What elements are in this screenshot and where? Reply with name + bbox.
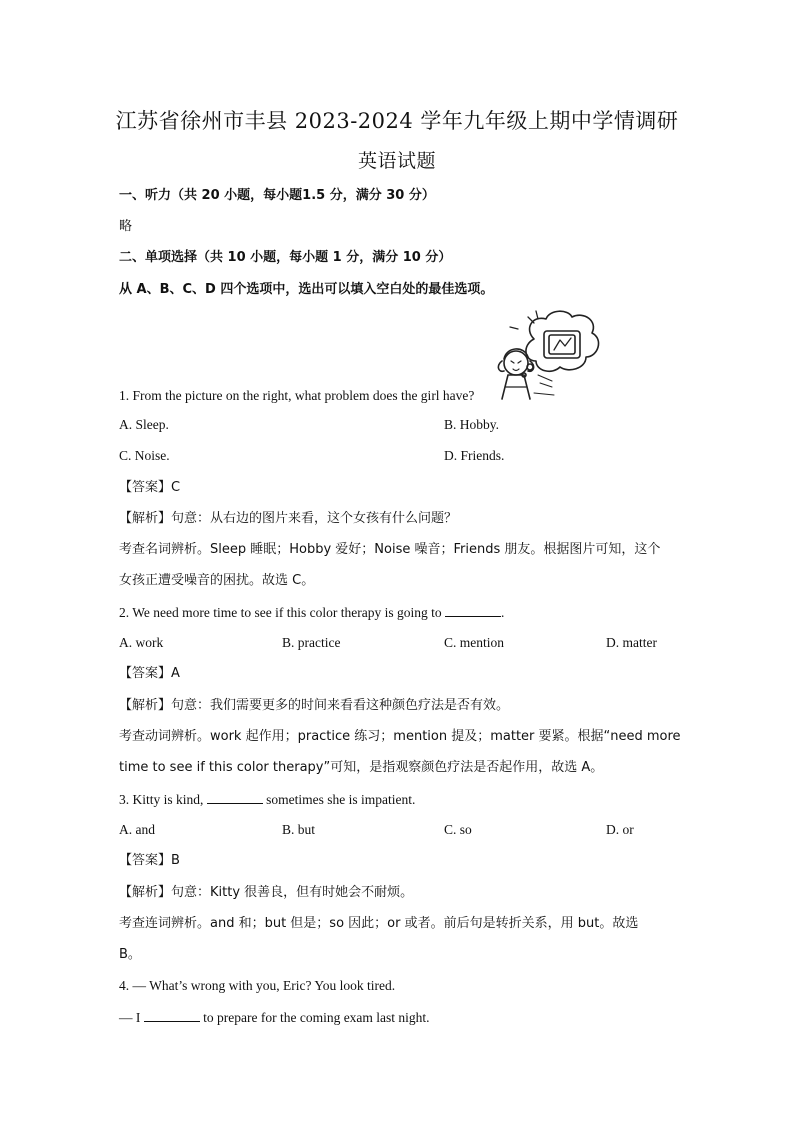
section2-heading: 二、单项选择（共 10 小题，每小题 1 分，满分 10 分）: [119, 250, 452, 265]
question-1-option-a: A. Sleep.: [119, 417, 169, 432]
document-subtitle: 英语试题: [357, 150, 436, 172]
question-4-response-end: to prepare for the coming exam last night.: [203, 1010, 430, 1025]
question-2-answer: 【答案】A: [119, 666, 180, 681]
question-4-stem: 4. — What’s wrong with you, Eric? You look tired.: [119, 978, 396, 993]
question-2-option-d: D. matter: [606, 635, 657, 650]
section1-heading: 一、听力（共 20 小题，每小题1.5 分，满分 30 分）: [119, 188, 435, 203]
question-4-response-start: — I: [119, 1010, 141, 1025]
question-2-analysis-line-3: time to see if this color therapy”可知，是指观察颜色疗法是否起作用，故选 A。: [119, 760, 604, 775]
question-1-option-d: D. Friends.: [444, 448, 505, 463]
question-3-analysis-line-2: 考查连词辨析。and 和；but 但是；so 因此；or 或者。前后句是转折关系，用 but。故选: [119, 916, 639, 931]
question-1-stem: 1. From the picture on the right, what problem does the girl have?: [119, 388, 475, 403]
question-1-analysis-line-2: 考查名词辨析。Sleep 睡眠；Hobby 爱好；Noise 噪音；Friends 朋友。根据图片可知，这个: [119, 542, 661, 557]
question-3-option-d: D. or: [606, 822, 634, 837]
question-2-analysis-line-1: 【解析】句意：我们需要更多的时间来看看这种颜色疗法是否有效。: [119, 698, 510, 713]
question-2-option-a: A. work: [119, 635, 164, 650]
document-title: 江苏省徐州市丰县 2023-2024 学年九年级上期中学情调研: [115, 109, 679, 133]
question-3-stem-text: 3. Kitty is kind,: [119, 792, 204, 807]
girl-noise-illustration: [494, 309, 606, 403]
question-3-blank: [207, 791, 263, 804]
section2-instruction: 从 A、B、C、D 四个选项中，选出可以填入空白处的最佳选项。: [119, 282, 494, 297]
question-1-analysis-line-1: 【解析】句意：从右边的图片来看，这个女孩有什么问题？: [119, 511, 458, 526]
question-3-stem: [119, 791, 415, 808]
question-2-stem-end: .: [500, 605, 505, 620]
question-2-option-b: B. practice: [282, 635, 341, 650]
question-3-option-b: B. but: [282, 822, 316, 837]
question-2-blank: [445, 604, 501, 617]
question-3-answer: 【答案】B: [119, 853, 180, 868]
section1-note: 略: [119, 219, 133, 234]
question-2-stem: [119, 604, 504, 621]
question-4-blank: [144, 1009, 200, 1022]
question-2-option-c: C. mention: [444, 635, 504, 650]
question-1-answer: 【答案】C: [119, 480, 181, 495]
question-2-analysis-line-2: 考查动词辨析。work 起作用；practice 练习；mention 提及；matter 要紧。根据“need more: [119, 729, 681, 744]
question-1-option-c: C. Noise.: [119, 448, 170, 463]
question-2-stem-text: 2. We need more time to see if this color therapy is going to: [119, 605, 442, 620]
question-4-response: [119, 1009, 430, 1026]
question-3-analysis-line-1: 【解析】句意：Kitty 很善良，但有时她会不耐烦。: [119, 885, 414, 900]
question-3-analysis-line-3: B。: [119, 947, 141, 962]
question-3-stem-end: sometimes she is impatient.: [266, 792, 416, 807]
question-3-option-c: C. so: [444, 822, 472, 837]
question-1-option-b: B. Hobby.: [444, 417, 500, 432]
question-3-option-a: A. and: [119, 822, 155, 837]
question-1-analysis-line-3: 女孩正遭受噪音的困扰。故选 C。: [119, 573, 315, 588]
